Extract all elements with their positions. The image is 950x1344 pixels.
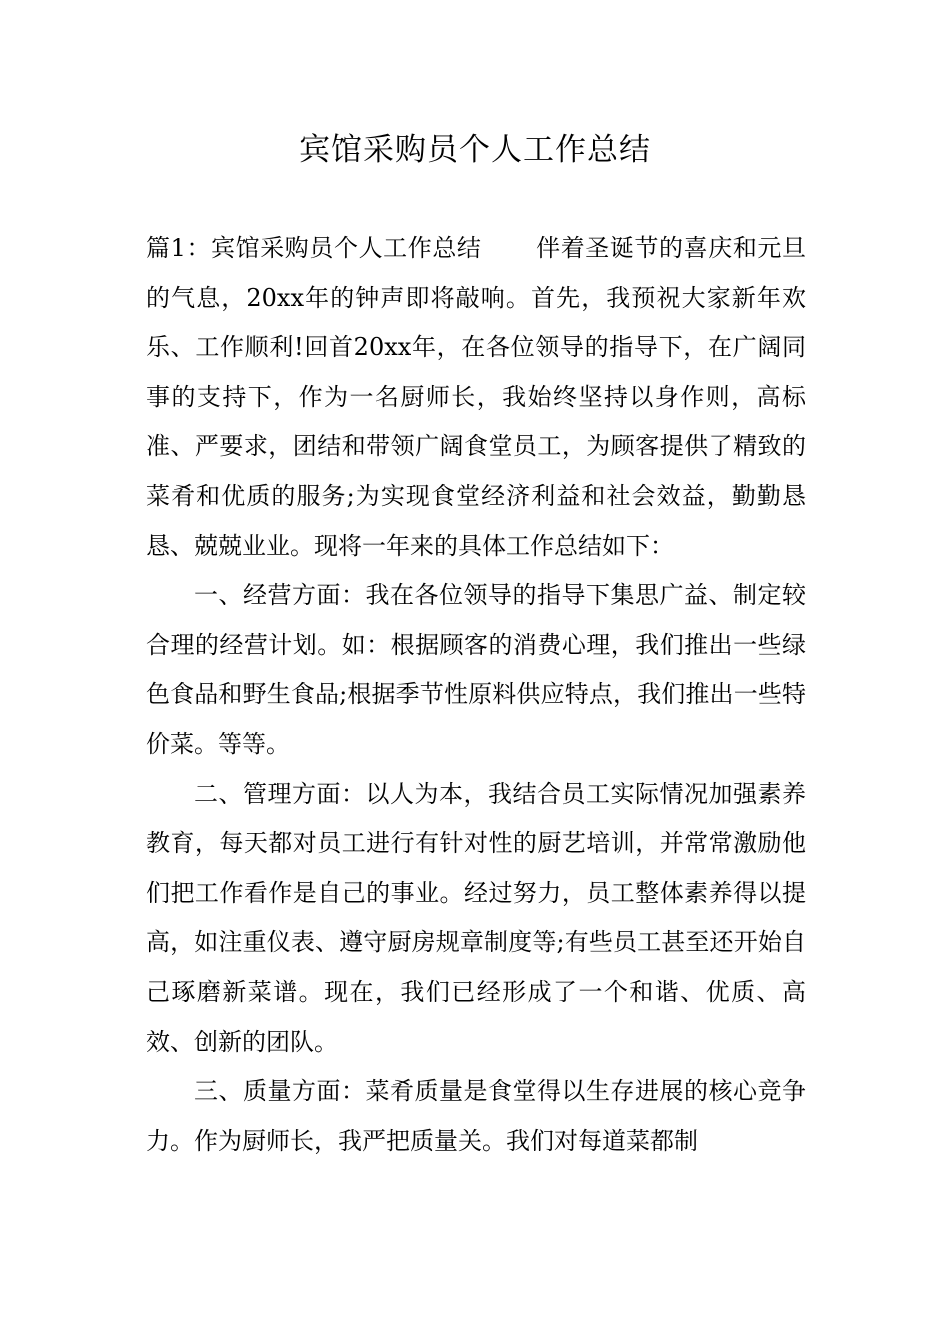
document-body [146,224,806,1166]
paragraph-operations: 一、经营方面：我在各位领导的指导下集思广益、制定较合理的经营计划。如：根据顾客的消费心理，我们推出一些绿色食品和野生食品;根据季节性原料供应特点，我们推出一些特价菜。等等。 [146,581,806,758]
paragraph-management: 二、管理方面：以人为本，我结合员工实际情况加强素养教育，每天都对员工进行有针对性的厨艺培训，并常常激励他们把工作看作是自己的事业。经过努力，员工整体素养得以提高，如注重仪表、遵守厨房规章制度等;有些员工甚至还开始自己琢磨新菜谱。现在，我们已经形成了一个和谐、优质、高效、创新的团队。 [146,779,806,1056]
paragraph-quality: 三、质量方面：菜肴质量是食堂得以生存进展的核心竞争力。作为厨师长，我严把质量关。我们对每道菜都制 [146,1077,806,1155]
document-title: 宾馆采购员个人工作总结 [299,132,651,168]
intro-heading: 篇1：宾馆采购员个人工作总结 [146,234,482,262]
intro-paragraph [146,224,806,571]
intro-text: 伴着圣诞节的喜庆和元旦的气息，20xx年的钟声即将敲响。首先，我预祝大家新年欢乐、工作顺利!回首20xx年，在各位领导的指导下，在广阔同事的支持下，作为一名厨师长，我始终坚持以身作则，高标准、严要求，团结和带领广阔食堂员工，为顾客提供了精致的菜肴和优质的服务;为实现食堂经济利益和社会效益，勤勤恳恳、兢兢业业。现将一年来的具体工作总结如下： [146,234,806,560]
